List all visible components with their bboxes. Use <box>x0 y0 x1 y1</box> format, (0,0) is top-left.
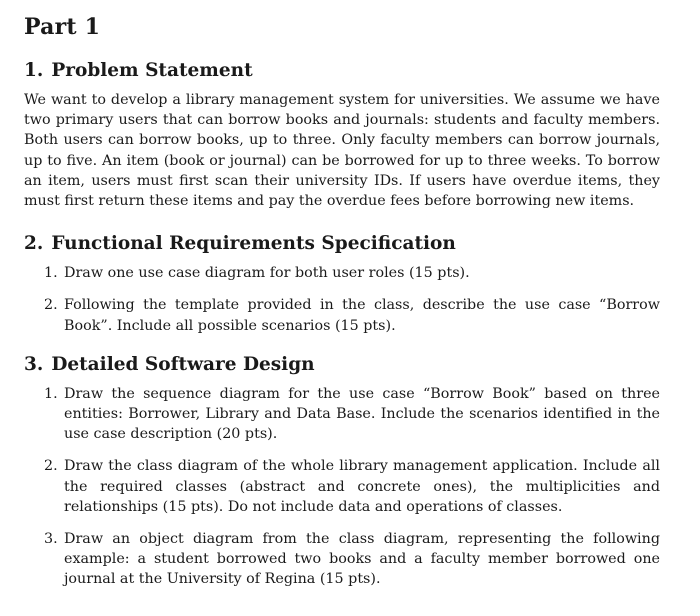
list-item-text: Draw an object diagram from the class diagram, representing the following example: a student borrowed two books and a faculty member borrowed one journal at the University of Regina (15 pts). <box>64 531 660 588</box>
list-marker: 2. <box>44 297 58 314</box>
section-heading <box>24 354 660 375</box>
list-item <box>22 384 660 445</box>
section-heading <box>24 233 660 254</box>
list-item-text: Following the template provided in the class, describe the use case “Borrow Book”. Include all possible scenarios (15 pts). <box>64 297 660 334</box>
section-title: Problem Statement <box>51 60 253 81</box>
section-number: 2. <box>24 233 44 255</box>
section-title: Functional Requirements Specification <box>51 233 456 255</box>
list-marker: 1. <box>44 265 58 282</box>
problem-statement-paragraph: We want to develop a library management system for universities. We assume we have two primary users that can borrow books and journals: students and faculty members. Both users can borrow books, up to three. Only faculty members can borrow journals, up to five. An item (book or journal) can be borrowed for up to three weeks. To borrow an item, users must first scan their university IDs. If users have overdue items, they must first return these items and pay the overdue fees before borrowing new items. <box>24 92 660 210</box>
list-item <box>22 295 660 335</box>
list-item <box>22 529 660 590</box>
section-number: 1. <box>24 60 44 81</box>
task-list <box>22 384 660 590</box>
list-item <box>22 456 660 517</box>
part-title: Part 1 <box>24 14 101 40</box>
list-item-text: Draw the class diagram of the whole library management application. Include all the required classes (abstract and concrete ones), the multiplicities and relationships (15 pts). Do not include data and operations of classes. <box>64 458 660 515</box>
list-marker: 1. <box>44 385 58 402</box>
section-detailed-design <box>22 354 660 590</box>
list-marker: 2. <box>44 458 58 475</box>
section-heading <box>24 60 660 81</box>
task-list <box>22 263 660 336</box>
list-item-text: Draw one use case diagram for both user roles (15 pts). <box>64 265 470 282</box>
list-item <box>22 263 660 283</box>
section-title: Detailed Software Design <box>51 353 315 375</box>
section-functional-requirements <box>22 233 660 336</box>
section-problem-statement <box>22 60 660 211</box>
list-marker: 3. <box>44 531 58 548</box>
section-number: 3. <box>24 353 44 375</box>
list-item-text: Draw the sequence diagram for the use case “Borrow Book” based on three entities: Borrower, Library and Data Base. Include the scenarios identified in the use case description (20 pts). <box>64 385 660 443</box>
